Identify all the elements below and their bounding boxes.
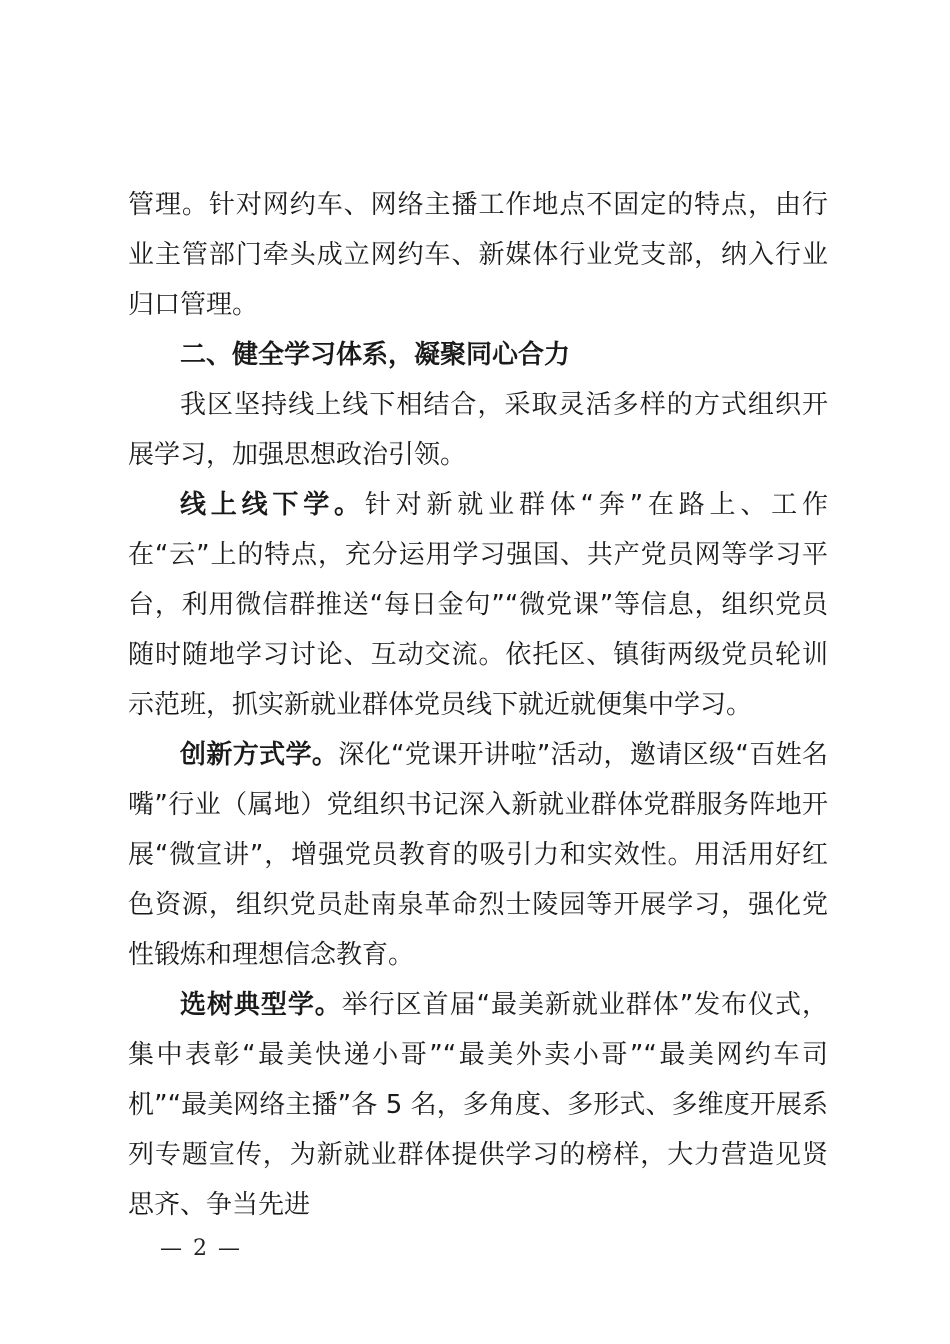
section-heading: 二、健全学习体系，凝聚同心合力: [180, 340, 571, 370]
paragraph-body: 举行区首届“最美新就业群体”发布仪式，集中表彰“最美快递小哥”“最美外卖小哥”“最美网约车司机”“最美网络主播”各 5 名，多角度、多形式、多维度开展系列专题宣传，为新就业群体提供学习的榜样，大力营造见贤思齐、争当先进: [128, 990, 828, 1220]
paragraph-body: 针对新就业群体“奔”在路上、工作在“云”上的特点，充分运用学习强国、共产党员网等学习平台，利用微信群推送“每日金句”“微党课”等信息，组织党员随时随地学习讨论、互动交流。依托区、镇街两级党员轮训示范班，抓实新就业群体党员线下就近就便集中学习。: [128, 490, 828, 720]
lead-phrase: 创新方式学。: [180, 740, 339, 770]
lead-phrase: 线上线下学。: [180, 490, 365, 520]
paragraph-continuation: 管理。针对网约车、网络主播工作地点不固定的特点，由行业主管部门牵头成立网约车、新媒体行业党支部，纳入行业归口管理。: [128, 190, 828, 320]
body-text: [128, 180, 828, 1230]
paragraph-body: 深化“党课开讲啦”活动，邀请区级“百姓名嘴”行业（属地）党组织书记深入新就业群体党群服务阵地开展“微宣讲”，增强党员教育的吸引力和实效性。用活用好红色资源，组织党员赴南泉革命烈士陵园等开展学习，强化党性锻炼和理想信念教育。: [128, 740, 828, 970]
paragraph-role-models: [128, 980, 828, 1230]
paragraph-intro: 我区坚持线上线下相结合，采取灵活多样的方式组织开展学习，加强思想政治引领。: [128, 390, 828, 470]
page-number: — 2 —: [160, 1236, 242, 1261]
paragraph-online-offline: [128, 480, 828, 730]
paragraph-innovation: [128, 730, 828, 980]
lead-phrase: 选树典型学。: [180, 990, 342, 1020]
